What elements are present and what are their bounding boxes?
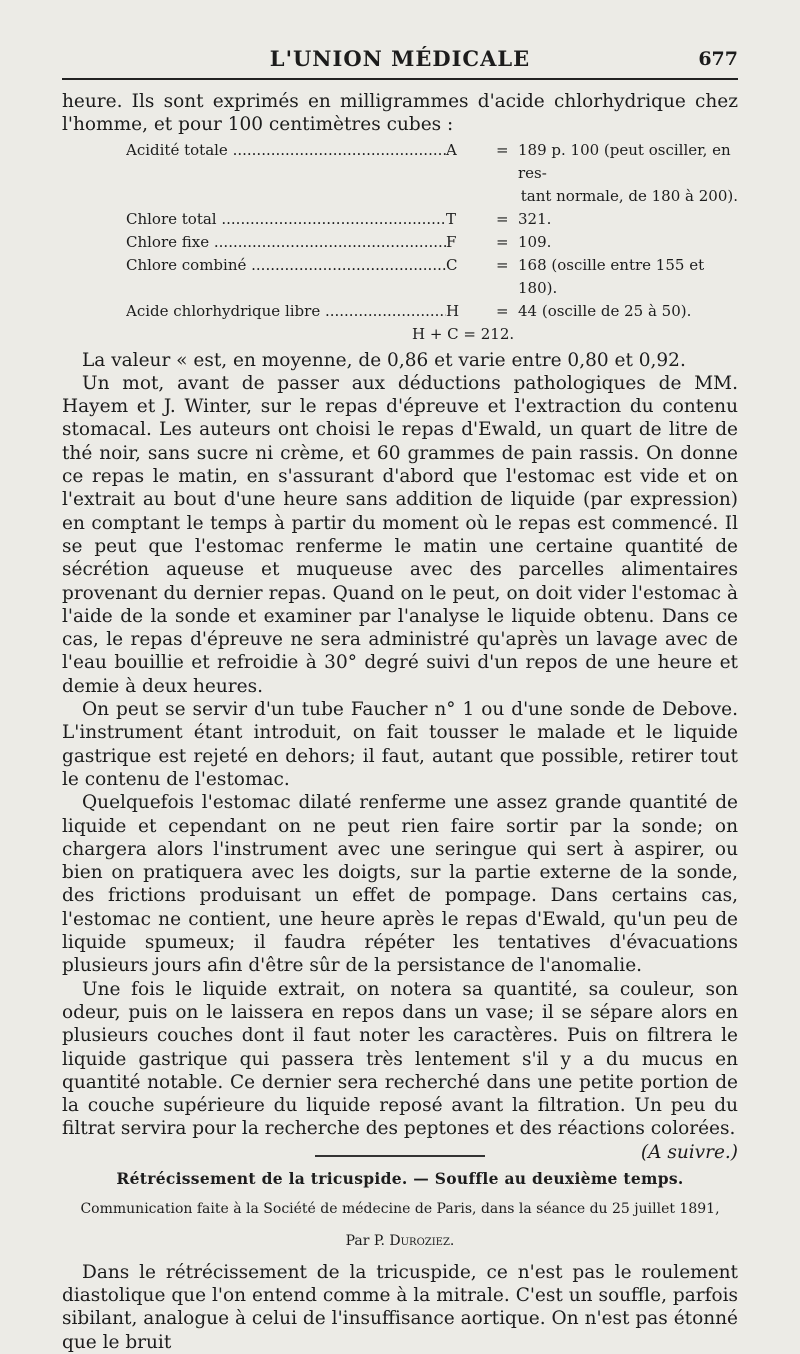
row-value: 109. — [518, 232, 552, 251]
row-value: 321. — [518, 209, 552, 228]
table-row — [126, 254, 738, 300]
row-symbol: C — [446, 255, 458, 274]
body-paragraph-last — [62, 978, 738, 1163]
row-value-continuation: tant normale, de 180 à 200). — [520, 186, 738, 205]
body-paragraph: Un mot, avant de passer aux déductions pathologiques de MM. Hayem et J. Winter, sur le repas d'épreuve et l'extraction du contenu stomacal. Les auteurs ont choisi le repas d'Ewald, un quart de litre de thé noir, sans sucre ni crème, et 60 grammes de pain rassis. On donne ce repas le matin, en s'assurant d'abord que l'estomac est vide et on l'extrait au bout d'une heure sans addition de liquide (par expression) en comptant le temps à partir du moment où le repas est commencé. Il se peut que l'estomac renferme le matin une certaine quantité de sécrétion aqueuse et muqueuse avec des parcelles alimentaires provenant du dernier repas. Quand on le peut, on doit vider l'estomac à l'aide de la sonde et examiner par l'analyse le liquide obtenu. Dans ce cas, le repas d'épreuve ne sera administré qu'après un lavage avec de l'eau bouillie et refroidie à 30° degré suivi d'un repos de une heure et demie à deux heures. — [62, 372, 738, 697]
equals-sign: = — [496, 255, 509, 274]
header-rule — [62, 78, 738, 80]
table-row — [126, 208, 738, 231]
page-content — [62, 90, 738, 1354]
equals-sign: = — [496, 232, 509, 251]
author-name: Duroziez. — [389, 1232, 455, 1249]
equals-sign: = — [496, 209, 509, 228]
section-separator — [315, 1155, 485, 1157]
row-symbol: H — [446, 301, 460, 320]
sum-line: H + C = 212. — [412, 324, 515, 343]
page-number: 677 — [698, 48, 738, 70]
row-label: Chlore total ..... — [126, 208, 446, 231]
intro-paragraph: heure. Ils sont exprimés en milligrammes d'acide chlorhydrique chez l'homme, et pour 100 centimètres cubes : — [62, 91, 738, 136]
equals-sign: = — [496, 140, 509, 159]
row-value: 189 p. 100 (peut osciller, en res- — [518, 140, 731, 182]
running-title: L'UNION MÉDICALE — [269, 46, 531, 71]
row-symbol: F — [446, 232, 457, 251]
author-prefix: Par P. — [345, 1232, 385, 1249]
row-symbol: T — [446, 209, 457, 228]
article-subtitle: Communication faite à la Société de médecine de Paris, dans la séance du 25 juillet 1891, — [80, 1200, 720, 1217]
equals-sign: = — [496, 301, 509, 320]
table-row — [126, 139, 738, 185]
row-label: Chlore fixe ..... — [126, 231, 446, 254]
row-value: 44 (oscille de 25 à 50). — [518, 301, 692, 320]
article-author — [62, 1229, 738, 1253]
acidity-table — [126, 139, 738, 345]
article-paragraph: Dans le rétrécissement de la tricuspide, ce n'est pas le roulement diastolique que l'on entend comme à la mitrale. C'est un souffle, parfois sibilant, analogue à celui de l'insuffisance aortique. On n'est pas étonné que le bruit — [62, 1261, 738, 1353]
body-paragraph: On peut se servir d'un tube Faucher n° 1 ou d'une sonde de Debove. L'instrument étant introduit, on fait tousser le malade et le liquide gastrique est rejeté en dehors; il faut, autant que possible, retirer tout le contenu de l'estomac. — [62, 699, 738, 790]
article-title: Rétrécissement de la tricuspide. — Souffle au deuxième temps. — [116, 1168, 684, 1188]
table-row — [126, 300, 738, 323]
paragraph-text: Une fois le liquide extrait, on notera sa quantité, sa couleur, son odeur, puis on le laissera en repos dans un vase; il se sépare alors en plusieurs couches dont il faut noter les caractères. Puis on filtrera le liquide gastrique qui passera très lentement s'il y a du mucus en quantité notable. Ce dernier sera recherché dans une petite portion de la couche supérieure du liquide reposé avant la filtration. Un peu du filtrat servira pour la recherche des peptones et des réactions colorées. — [62, 978, 738, 1140]
row-symbol: A — [446, 140, 457, 159]
table-row — [126, 231, 738, 254]
row-value: 168 (oscille entre 155 et 180). — [518, 255, 705, 297]
body-paragraph: La valeur « est, en moyenne, de 0,86 et varie entre 0,80 et 0,92. — [82, 349, 686, 371]
page-header — [62, 46, 738, 76]
body-paragraph: Quelquefois l'estomac dilaté renferme une assez grande quantité de liquide et cependant on ne peut rien faire sortir par la sonde; on chargera alors l'instrument avec une seringue qui sert à aspirer, ou bien on pratiquera avec les doigts, sur la partie externe de la sonde, des frictions produisant un effet de pompage. Dans certains cas, l'estomac ne contient, une heure après le repas d'Ewald, qu'un peu de liquide spumeux; il faudra répéter les tentatives d'évacuations plusieurs jours afin d'être sûr de la persistance de l'anomalie. — [62, 792, 738, 977]
table-row-continuation — [126, 185, 738, 208]
row-label: Acidité totale ..... — [126, 139, 446, 162]
row-label: Chlore combiné ..... — [126, 254, 446, 277]
row-label: Acide chlorhydrique libre ..... — [126, 300, 446, 323]
a-suivre: (A suivre.) — [640, 1141, 738, 1163]
